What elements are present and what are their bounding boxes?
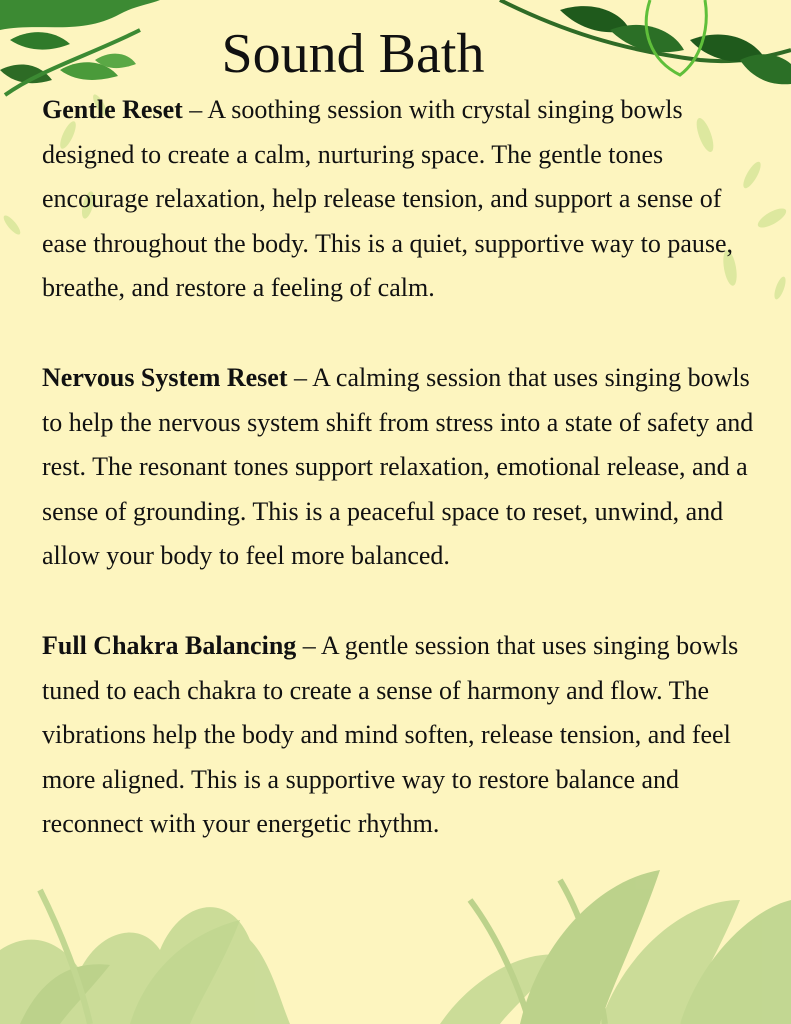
session-nervous-system-reset bbox=[42, 356, 754, 579]
session-name: Gentle Reset bbox=[42, 95, 183, 124]
session-description: A gentle session that uses singing bowls tuned to each chakra to create a sense of harmony and flow. The vibrations help the body and mind soften, release tension, and feel more aligned. This is a supportive way to restore balance and reconnect with your energetic rhythm. bbox=[42, 630, 739, 839]
session-list bbox=[42, 88, 754, 847]
session-gentle-reset bbox=[42, 88, 754, 311]
session-description: A soothing session with crystal singing bowls designed to create a calm, nurturing space. The gentle tones encourage relaxation, help release tension, and support a sense of ease throughout the body. This is a quiet, supportive way to pause, breathe, and restore a feeling of calm. bbox=[42, 95, 734, 303]
session-separator: – bbox=[296, 630, 321, 660]
page-title: Sound Bath bbox=[221, 23, 485, 85]
bottom-foliage-icon bbox=[0, 870, 791, 1024]
session-full-chakra-balancing bbox=[42, 624, 754, 847]
session-paragraph bbox=[42, 88, 754, 311]
session-separator: – bbox=[182, 95, 208, 124]
session-name: Nervous System Reset bbox=[42, 362, 288, 392]
session-separator: – bbox=[287, 362, 313, 392]
session-name: Full Chakra Balancing bbox=[42, 630, 297, 660]
session-description: A calming session that uses singing bowls to help the nervous system shift from stress into a state of safety and rest. The resonant tones support relaxation, emotional release, and a sense of grounding. This is a peaceful space to reset, unwind, and allow your body to feel more balanced. bbox=[42, 362, 754, 571]
session-paragraph bbox=[42, 356, 754, 579]
session-paragraph bbox=[42, 624, 754, 847]
